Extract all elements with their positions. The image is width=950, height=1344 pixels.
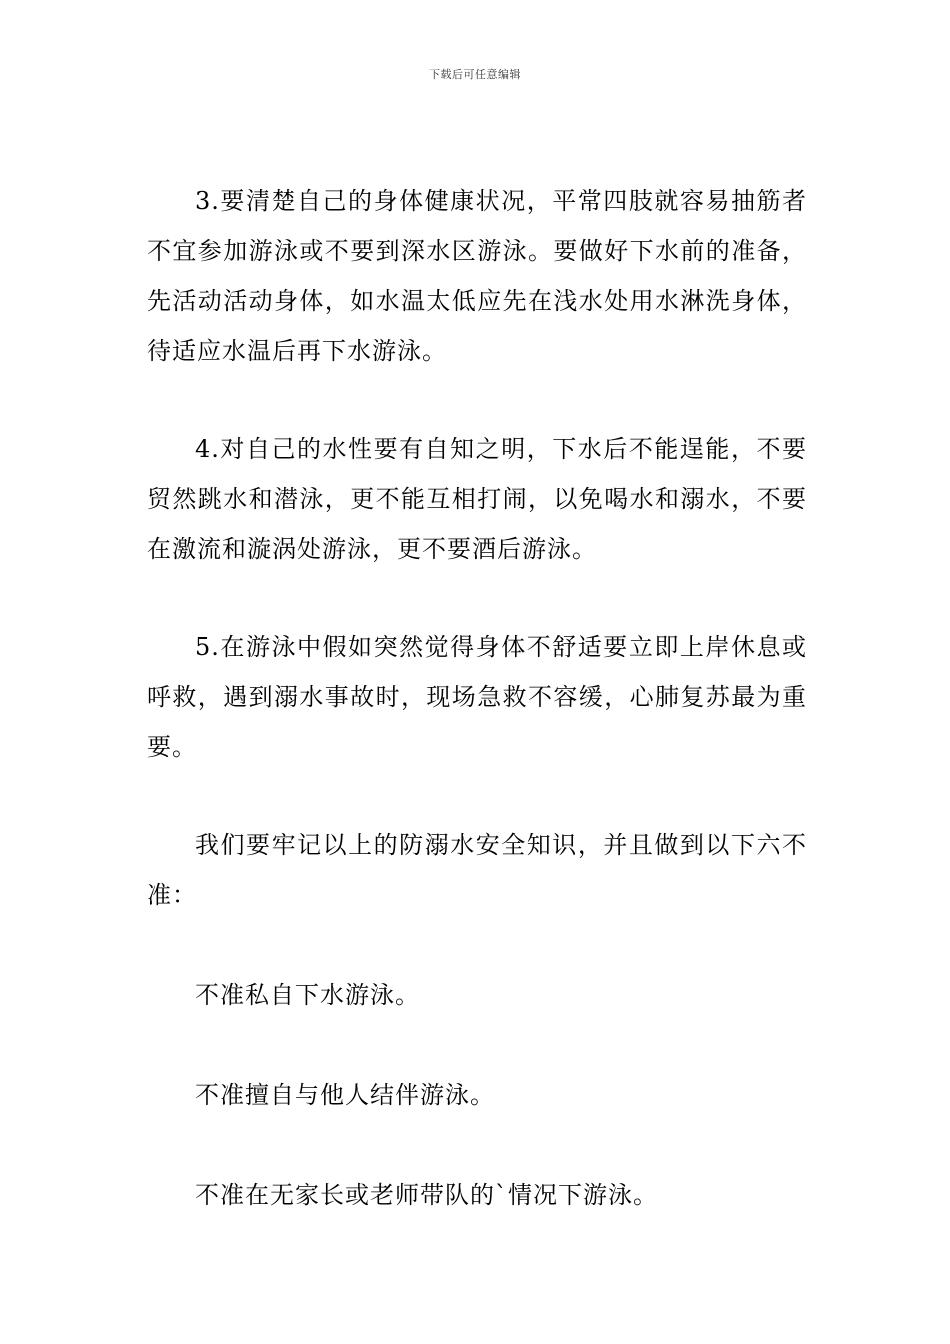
paragraph-six-rules-intro: 我们要牢记以上的防溺水安全知识，并且做到以下六不准： xyxy=(147,831,807,909)
rule-item-3: 不准在无家长或老师带队的`情况下游泳。 xyxy=(195,1181,658,1209)
rule-item-2: 不准擅自与他人结伴游泳。 xyxy=(195,1081,495,1109)
page-header: 下载后可任意编辑 xyxy=(429,68,521,81)
paragraph-item-5: 5.在游泳中假如突然觉得身体不舒适要立即上岸休息或呼救，遇到溺水事故时，现场急救不容缓，心肺复苏最为重要。 xyxy=(147,633,807,761)
document-body xyxy=(147,176,807,1220)
paragraph-item-4: 4.对自己的水性要有自知之明，下水后不能逞能，不要贸然跳水和潜泳，更不能互相打闹，以免喝水和溺水，不要在激流和漩涡处游泳，更不要酒后游泳。 xyxy=(147,435,807,563)
rule-item-1: 不准私自下水游泳。 xyxy=(195,981,420,1009)
paragraph-item-3: 3.要清楚自己的身体健康状况，平常四肢就容易抽筋者不宜参加游泳或不要到深水区游泳。要做好下水前的准备，先活动活动身体，如水温太低应先在浅水处用水淋洗身体，待适应水温后再下水游泳。 xyxy=(147,187,807,365)
